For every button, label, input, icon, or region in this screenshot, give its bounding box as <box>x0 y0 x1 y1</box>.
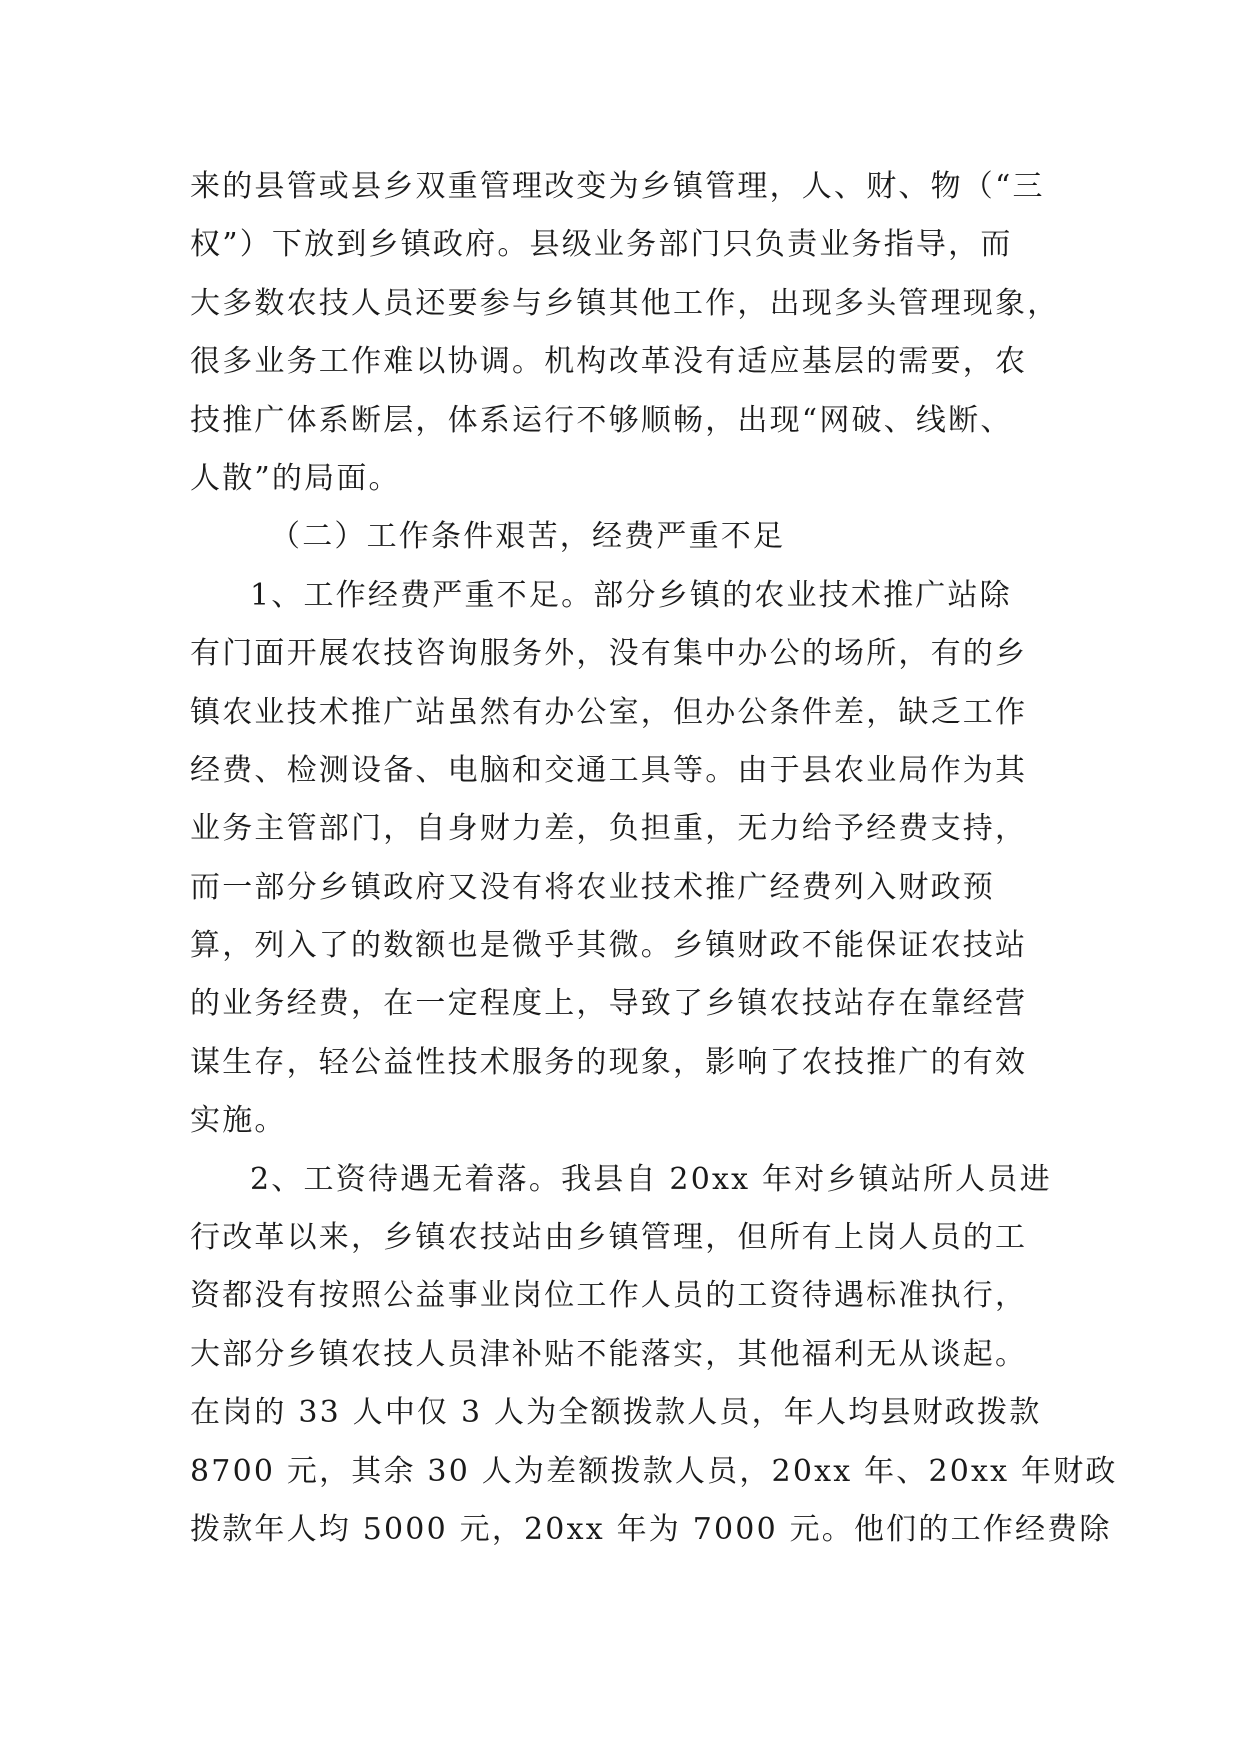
text-line: 镇农业技术推广站虽然有办公室，但办公条件差，缺乏工作 <box>190 694 1028 730</box>
text-line: 算，列入了的数额也是微乎其微。乡镇财政不能保证农技站 <box>190 928 1028 964</box>
text-line: 技推广体系断层，体系运行不够顺畅，出现“网破、线断、 <box>190 402 1013 438</box>
text-line: 经费、检测设备、电脑和交通工具等。由于县农业局作为其 <box>190 752 1028 788</box>
text-line: （二）工作条件艰苦，经费严重不足 <box>270 519 786 555</box>
text-line: 1、工作经费严重不足。部分乡镇的农业技术推广站除 <box>250 577 1012 613</box>
text-line: 在岗的 33 人中仅 3 人为全额拨款人员，年人均县财政拨款 <box>190 1395 1042 1431</box>
text-line: 谋生存，轻公益性技术服务的现象，影响了农技推广的有效 <box>190 1044 1028 1080</box>
text-line: 大部分乡镇农技人员津补贴不能落实，其他福利无从谈起。 <box>190 1336 1028 1372</box>
text-line: 行改革以来，乡镇农技站由乡镇管理，但所有上岗人员的工 <box>190 1220 1028 1256</box>
text-line: 拨款年人均 5000 元，20xx 年为 7000 元。他们的工作经费除 <box>190 1511 1112 1547</box>
text-line: 8700 元，其余 30 人为差额拨款人员，20xx 年、20xx 年财政 <box>190 1453 1118 1489</box>
text-line: 来的县管或县乡双重管理改变为乡镇管理，人、财、物（“三 <box>190 169 1045 204</box>
text-line: 的业务经费，在一定程度上，导致了乡镇农技站存在靠经营 <box>190 986 1028 1022</box>
text-line: 实施。 <box>190 1103 287 1139</box>
text-line: 人散”的局面。 <box>190 460 401 496</box>
text-line: 业务主管部门，自身财力差，负担重，无力给予经费支持， <box>190 811 1028 847</box>
text-line: 而一部分乡镇政府又没有将农业技术推广经费列入财政预 <box>190 869 995 905</box>
document-body <box>190 158 1118 1559</box>
text-line: 大多数农技人员还要参与乡镇其他工作，出现多头管理现象， <box>190 285 1060 321</box>
text-line: 资都没有按照公益事业岗位工作人员的工资待遇标准执行， <box>190 1278 1028 1314</box>
text-line: 权”）下放到乡镇政府。县级业务部门只负责业务指导，而 <box>190 227 1013 263</box>
text-line: 很多业务工作难以协调。机构改革没有适应基层的需要，农 <box>190 344 1028 380</box>
text-line: 2、工资待遇无着落。我县自 20xx 年对乡镇站所人员进 <box>250 1161 1052 1197</box>
text-line: 有门面开展农技咨询服务外，没有集中办公的场所，有的乡 <box>190 636 1028 672</box>
